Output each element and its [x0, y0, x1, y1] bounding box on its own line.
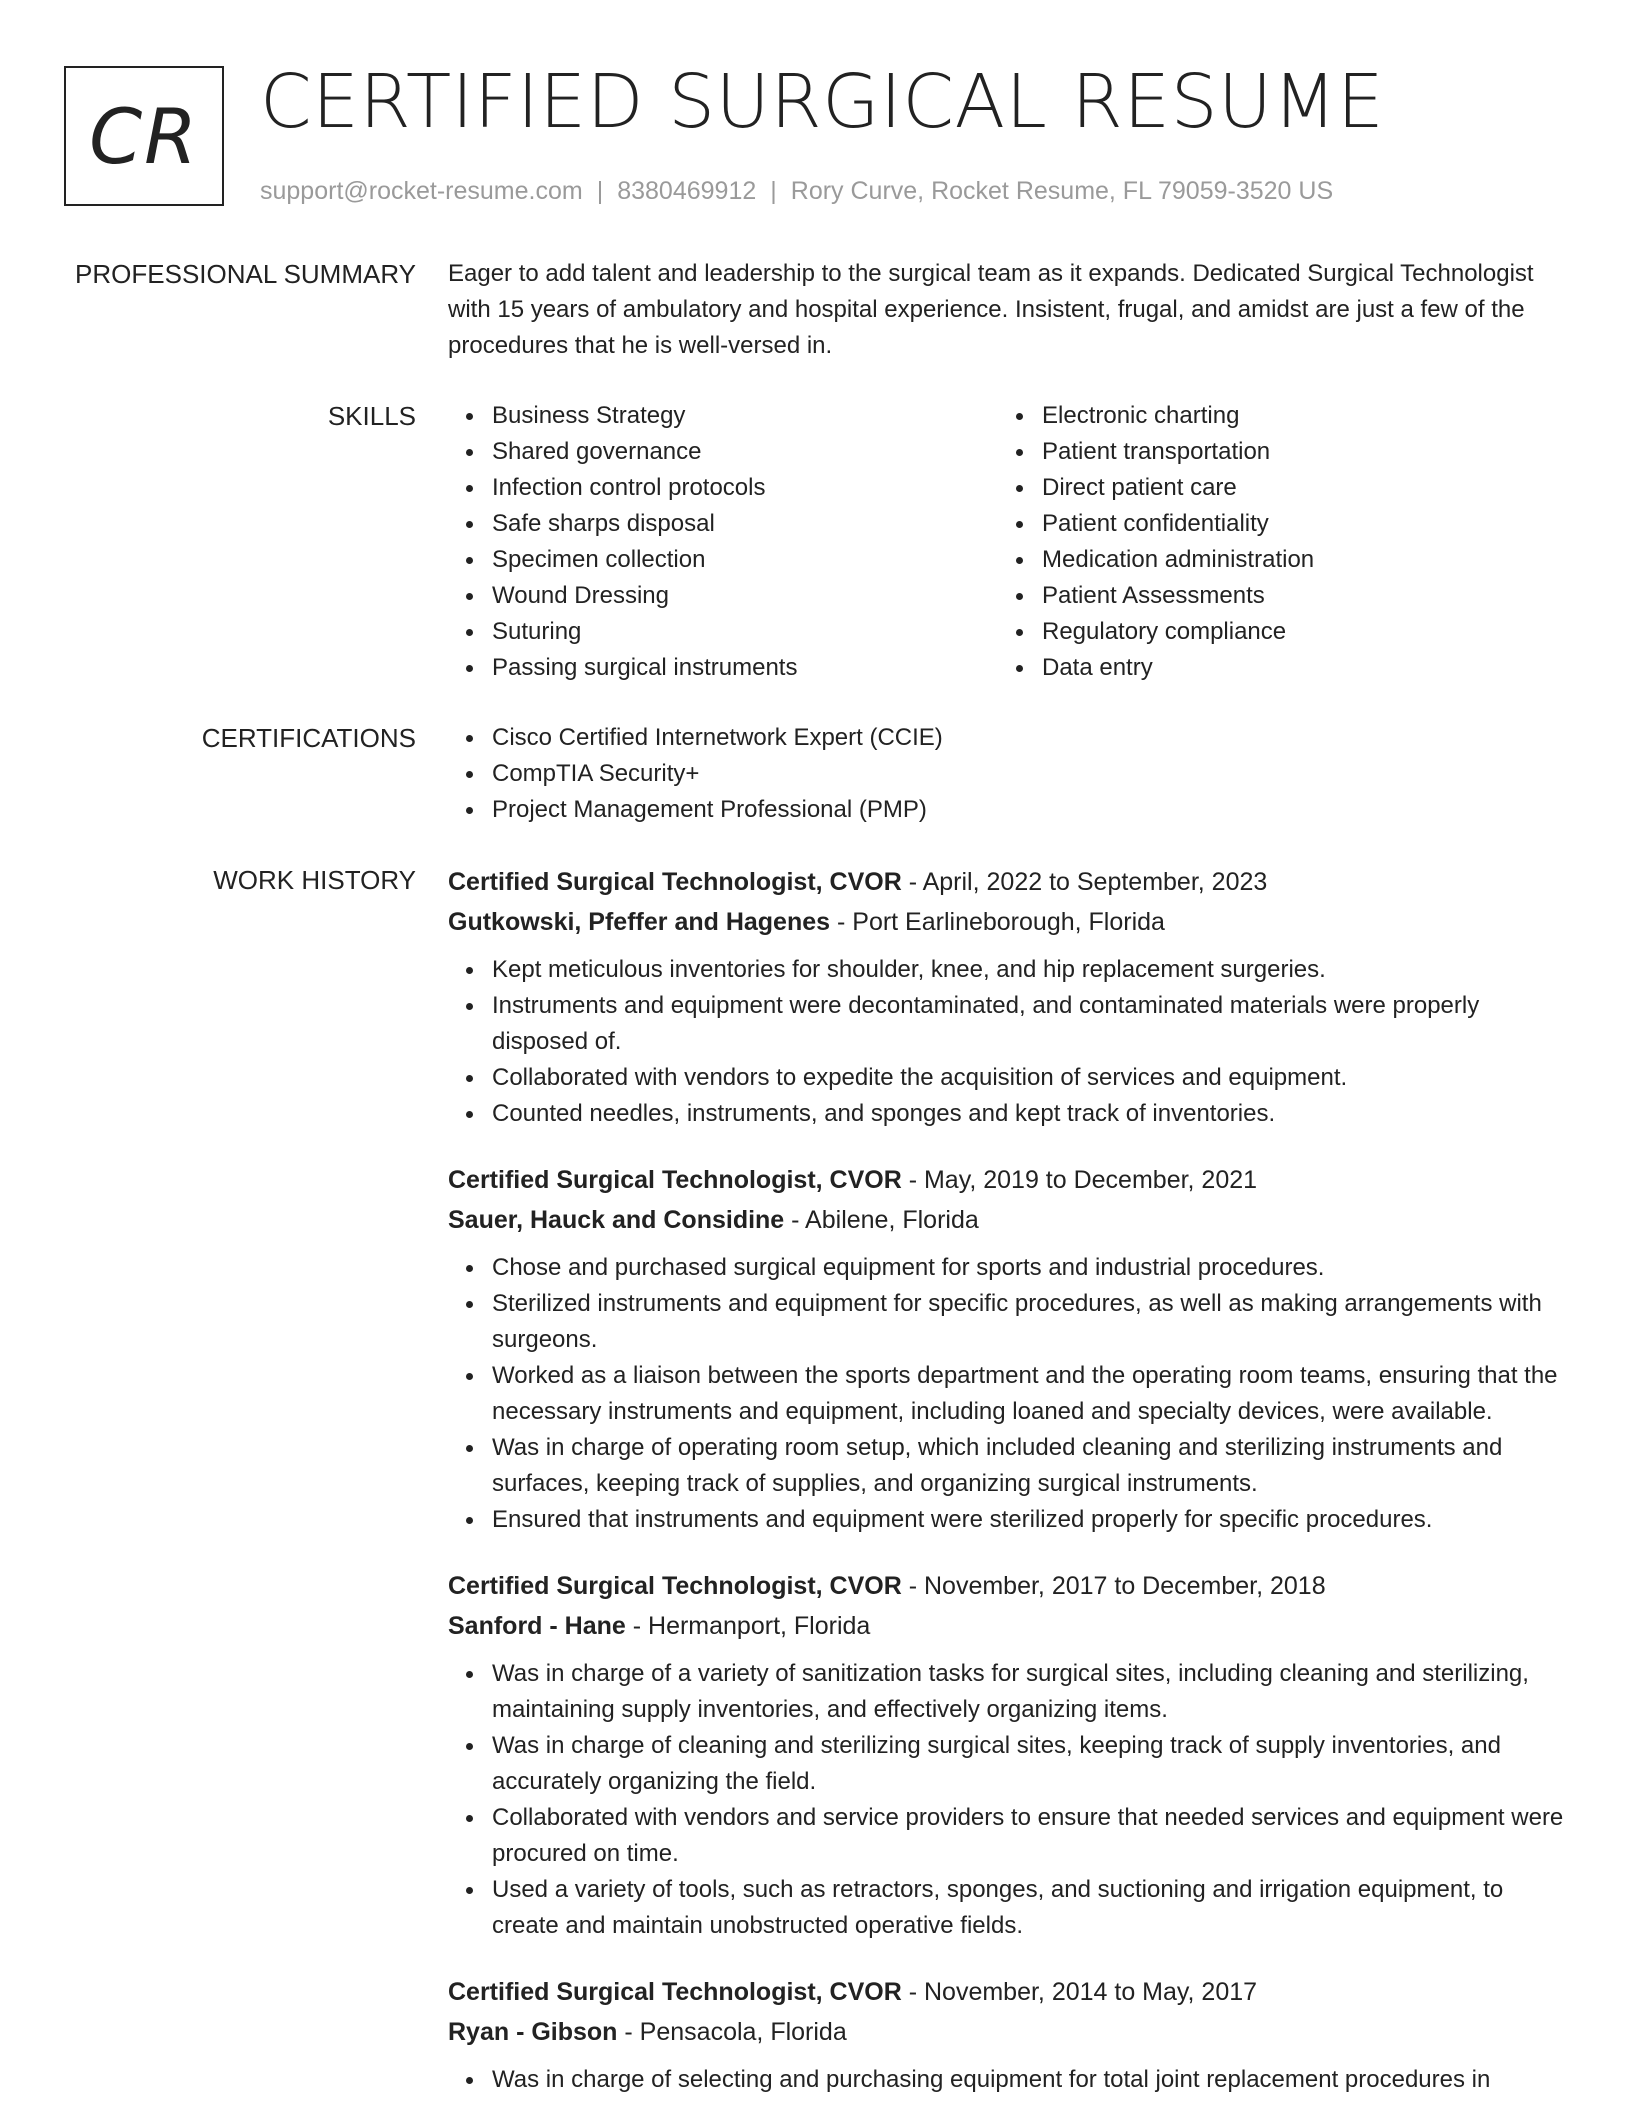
skill-item: Suturing — [492, 614, 998, 650]
certification-item: Project Management Professional (PMP) — [492, 792, 1568, 828]
monogram-logo: CR — [64, 66, 224, 206]
job-bullet-list — [448, 2062, 1568, 2098]
job-company-line — [448, 902, 1568, 942]
certification-item: CompTIA Security+ — [492, 756, 1568, 792]
skill-item: Patient confidentiality — [1042, 506, 1548, 542]
job-title: Certified Surgical Technologist, CVOR — [448, 1166, 902, 1194]
section-heading: SKILLS — [327, 401, 416, 431]
skill-item: Direct patient care — [1042, 470, 1548, 506]
skill-item-list — [998, 398, 1548, 686]
job-bullet: Worked as a liaison between the sports department and the operating room teams, ensuring that the necessary instruments and equipment, including loaned and specialty devices, were available. — [492, 1358, 1568, 1430]
skill-item: Specimen collection — [492, 542, 998, 578]
skills-column-left — [448, 398, 998, 686]
job-bullet-list — [448, 1250, 1568, 1538]
skills-column-right — [998, 398, 1548, 686]
job-location: - Pensacola, Florida — [617, 2018, 847, 2046]
job-title: Certified Surgical Technologist, CVOR — [448, 1978, 902, 2006]
job-dates: - May, 2019 to December, 2021 — [901, 1166, 1258, 1194]
resume-title: CERTIFIED SURGICAL RESUME — [260, 59, 1385, 145]
job-bullet: Was in charge of cleaning and sterilizing surgical sites, keeping track of supply inventories, and accurately organizing the field. — [492, 1728, 1568, 1800]
skill-item: Patient transportation — [1042, 434, 1548, 470]
skill-item: Electronic charting — [1042, 398, 1548, 434]
skill-item: Safe sharps disposal — [492, 506, 998, 542]
summary-text: Eager to add talent and leadership to the surgical team as it expands. Dedicated Surgical Technologist with 15 years of ambulatory and hospital experience. Insistent, frugal, and amidst are just a few of the procedures that he is well-versed in. — [448, 260, 1534, 359]
job-entry — [448, 1972, 1568, 2098]
job-bullet: Used a variety of tools, such as retractors, sponges, and suctioning and irrigation equipment, to create and maintain unobstructed operative fields. — [492, 1872, 1568, 1944]
job-bullet: Collaborated with vendors to expedite the acquisition of services and equipment. — [492, 1060, 1568, 1096]
job-location: - Abilene, Florida — [784, 1206, 979, 1234]
job-bullet: Instruments and equipment were decontaminated, and contaminated materials were properly disposed of. — [492, 988, 1568, 1060]
job-company-line — [448, 1606, 1568, 1646]
skill-item: Infection control protocols — [492, 470, 998, 506]
job-dates: - November, 2017 to December, 2018 — [901, 1572, 1326, 1600]
job-title-line — [448, 1160, 1568, 1200]
skill-item: Regulatory compliance — [1042, 614, 1548, 650]
contact-email: support@rocket-resume.com — [260, 177, 583, 205]
contact-phone: 8380469912 — [617, 177, 757, 205]
job-bullet: Sterilized instruments and equipment for specific procedures, as well as making arrangements with surgeons. — [492, 1286, 1568, 1358]
job-bullet-list — [448, 952, 1568, 1132]
job-company: Gutkowski, Pfeffer and Hagenes — [448, 908, 831, 936]
contact-line — [260, 175, 1333, 207]
skill-item: Patient Assessments — [1042, 578, 1548, 614]
contact-separator: | — [770, 177, 777, 205]
job-bullet: Chose and purchased surgical equipment for sports and industrial procedures. — [492, 1250, 1568, 1286]
work-history-body — [448, 862, 1568, 2112]
job-bullet: Kept meticulous inventories for shoulder, knee, and hip replacement surgeries. — [492, 952, 1568, 988]
skills-body — [448, 398, 1568, 686]
job-dates: - November, 2014 to May, 2017 — [901, 1978, 1258, 2006]
job-bullet: Was in charge of operating room setup, which included cleaning and sterilizing instruments and surfaces, keeping track of supplies, and organizing surgical instruments. — [492, 1430, 1568, 1502]
skill-item: Medication administration — [1042, 542, 1548, 578]
job-entry — [448, 1160, 1568, 1538]
job-title: Certified Surgical Technologist, CVOR — [448, 868, 902, 896]
job-title-line — [448, 862, 1568, 902]
job-entry — [448, 862, 1568, 1132]
certification-item-list — [448, 720, 1568, 828]
job-company-line — [448, 1200, 1568, 1240]
contact-separator: | — [596, 177, 604, 205]
job-title-line — [448, 1566, 1568, 1606]
job-company-line — [448, 2012, 1568, 2052]
skills-grid — [448, 398, 1568, 686]
job-company: Sauer, Hauck and Considine — [448, 1206, 785, 1234]
job-bullet: Was in charge of selecting and purchasing equipment for total joint replacement procedures in — [492, 2062, 1568, 2098]
job-title-line — [448, 1972, 1568, 2012]
job-location: - Port Earlineborough, Florida — [830, 908, 1165, 936]
job-location: - Hermanport, Florida — [625, 1612, 871, 1640]
job-bullet: Was in charge of a variety of sanitization tasks for surgical sites, including cleaning and sterilizing, maintaining supply inventories, and effectively organizing items. — [492, 1656, 1568, 1728]
job-company: Ryan - Gibson — [448, 2018, 618, 2046]
contact-address: Rory Curve, Rocket Resume, FL 79059-3520 US — [790, 177, 1334, 205]
job-bullet-list — [448, 1656, 1568, 1944]
skill-item-list — [448, 398, 998, 686]
job-bullet: Counted needles, instruments, and sponges and kept track of inventories. — [492, 1096, 1568, 1132]
job-bullet: Collaborated with vendors and service providers to ensure that needed services and equipment were procured on time. — [492, 1800, 1568, 1872]
skill-item: Shared governance — [492, 434, 998, 470]
section-heading: WORK HISTORY — [213, 865, 416, 895]
certifications-body — [448, 720, 1568, 828]
job-dates: - April, 2022 to September, 2023 — [901, 868, 1268, 896]
skill-item: Passing surgical instruments — [492, 650, 998, 686]
job-entry — [448, 1566, 1568, 1944]
skill-item: Data entry — [1042, 650, 1548, 686]
job-title: Certified Surgical Technologist, CVOR — [448, 1572, 902, 1600]
skill-item: Business Strategy — [492, 398, 998, 434]
summary-body — [448, 256, 1568, 364]
skill-item: Wound Dressing — [492, 578, 998, 614]
job-company: Sanford - Hane — [448, 1612, 626, 1640]
section-heading: CERTIFICATIONS — [201, 723, 416, 753]
job-bullet: Ensured that instruments and equipment were sterilized properly for specific procedures. — [492, 1502, 1568, 1538]
certification-item: Cisco Certified Internetwork Expert (CCIE) — [492, 720, 1568, 756]
section-heading: PROFESSIONAL SUMMARY — [75, 259, 416, 289]
